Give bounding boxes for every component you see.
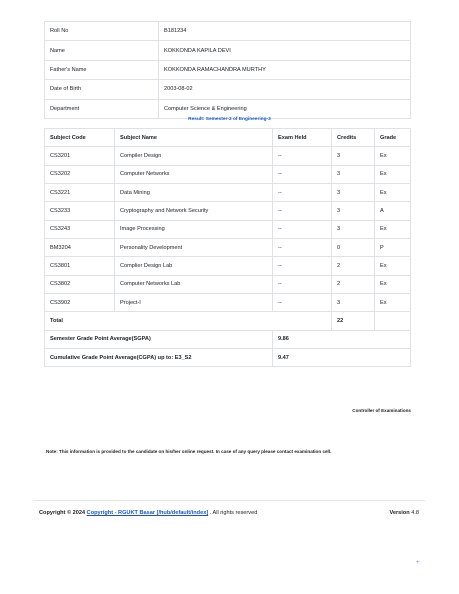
col-header: Subject Name [115,129,273,147]
exam-held: -- [273,165,332,183]
table-header-row [45,129,411,147]
footer-divider [33,500,425,501]
cgpa-value: 9.47 [273,349,411,367]
cgpa-label: Cumulative Grade Point Average(CGPA) up to: E3_S2 [45,349,273,367]
total-credits: 22 [332,312,375,330]
scroll-top-icon[interactable]: + [416,560,420,566]
table-row [45,220,411,238]
exam-held: -- [273,257,332,275]
subject-name: Computer Networks Lab [115,275,273,293]
subject-name: Image Processing [115,220,273,238]
grade: Ex [375,147,411,165]
total-empty [375,312,411,330]
table-row [45,239,411,257]
table-row [45,99,411,118]
table-row [45,294,411,312]
info-label: Department [45,99,159,118]
subject-code: CS3243 [45,220,115,238]
exam-held: -- [273,239,332,257]
table-row [45,22,411,41]
subject-name: Complier Design Lab [115,257,273,275]
exam-held: -- [273,184,332,202]
info-value: KOKKONDA KAPILA DEVI [159,41,411,60]
subject-name: Project-I [115,294,273,312]
grade: A [375,202,411,220]
credits: 3 [332,165,375,183]
student-info-table [44,21,411,119]
info-value: KOKKONDA RAMACHANDRA MURTHY [159,60,411,79]
subject-code: CS3221 [45,184,115,202]
footer [39,510,419,516]
subject-code: BM3204 [45,239,115,257]
subject-code: CS3902 [45,294,115,312]
copyright-link[interactable]: Copyright - RGUKT Basar [/hub/default/index] [86,510,209,516]
grades-table [44,128,411,367]
exam-held: -- [273,202,332,220]
credits: 3 [332,184,375,202]
cgpa-row [45,349,411,367]
total-label: Total [45,312,332,330]
credits: 2 [332,257,375,275]
credits: 3 [332,220,375,238]
info-label: Roll No [45,22,159,41]
table-row [45,147,411,165]
credits: 3 [332,294,375,312]
col-header: Subject Code [45,129,115,147]
exam-held: -- [273,220,332,238]
col-header: Exam Held [273,129,332,147]
info-value: B181234 [159,22,411,41]
subject-name: Cryptography and Network Security [115,202,273,220]
subject-code: CS3202 [45,165,115,183]
exam-held: -- [273,275,332,293]
info-value: Computer Science & Engineering [159,99,411,118]
disclaimer-note: Note: This information is provided to the candidate on his/her online request. In case of any query please contact examination cell. [46,449,332,454]
table-row [45,202,411,220]
exam-held: -- [273,294,332,312]
credits: 3 [332,147,375,165]
sgpa-value: 9.86 [273,330,411,348]
grade: Ex [375,275,411,293]
grade: Ex [375,257,411,275]
controller-signature: Controller of Examinations [352,408,411,413]
exam-held: -- [273,147,332,165]
subject-name: Data Mining [115,184,273,202]
total-row [45,312,411,330]
table-row [45,184,411,202]
grade: Ex [375,184,411,202]
credits: 2 [332,275,375,293]
footer-left [39,510,257,516]
subject-name: Compiler Design [115,147,273,165]
subject-name: Personality Development [115,239,273,257]
copyright-text: Copyright © 2024 [39,510,86,516]
grade: Ex [375,294,411,312]
table-row [45,41,411,60]
info-label: Date of Birth [45,80,159,99]
col-header: Credits [332,129,375,147]
result-title: Result: Semester-2 of Engineering-3 [188,117,271,122]
col-header: Grade [375,129,411,147]
grade: Ex [375,165,411,183]
subject-code: CS3201 [45,147,115,165]
table-row [45,257,411,275]
subject-code: CS3801 [45,257,115,275]
version-label: Version [389,510,410,516]
subject-code: CS3233 [45,202,115,220]
table-row [45,60,411,79]
rights-text: . All rights reserved [209,510,258,516]
footer-right [389,510,419,516]
subject-name: Computer Networks [115,165,273,183]
info-value: 2003-08-02 [159,80,411,99]
table-row [45,165,411,183]
grade: Ex [375,220,411,238]
subject-code: CS3802 [45,275,115,293]
credits: 3 [332,202,375,220]
sgpa-label: Semester Grade Point Average(SGPA) [45,330,273,348]
credits: 0 [332,239,375,257]
grade: P [375,239,411,257]
info-label: Father's Name [45,60,159,79]
table-row [45,80,411,99]
version-value: 4.8 [411,510,419,516]
info-label: Name [45,41,159,60]
sgpa-row [45,330,411,348]
table-row [45,275,411,293]
